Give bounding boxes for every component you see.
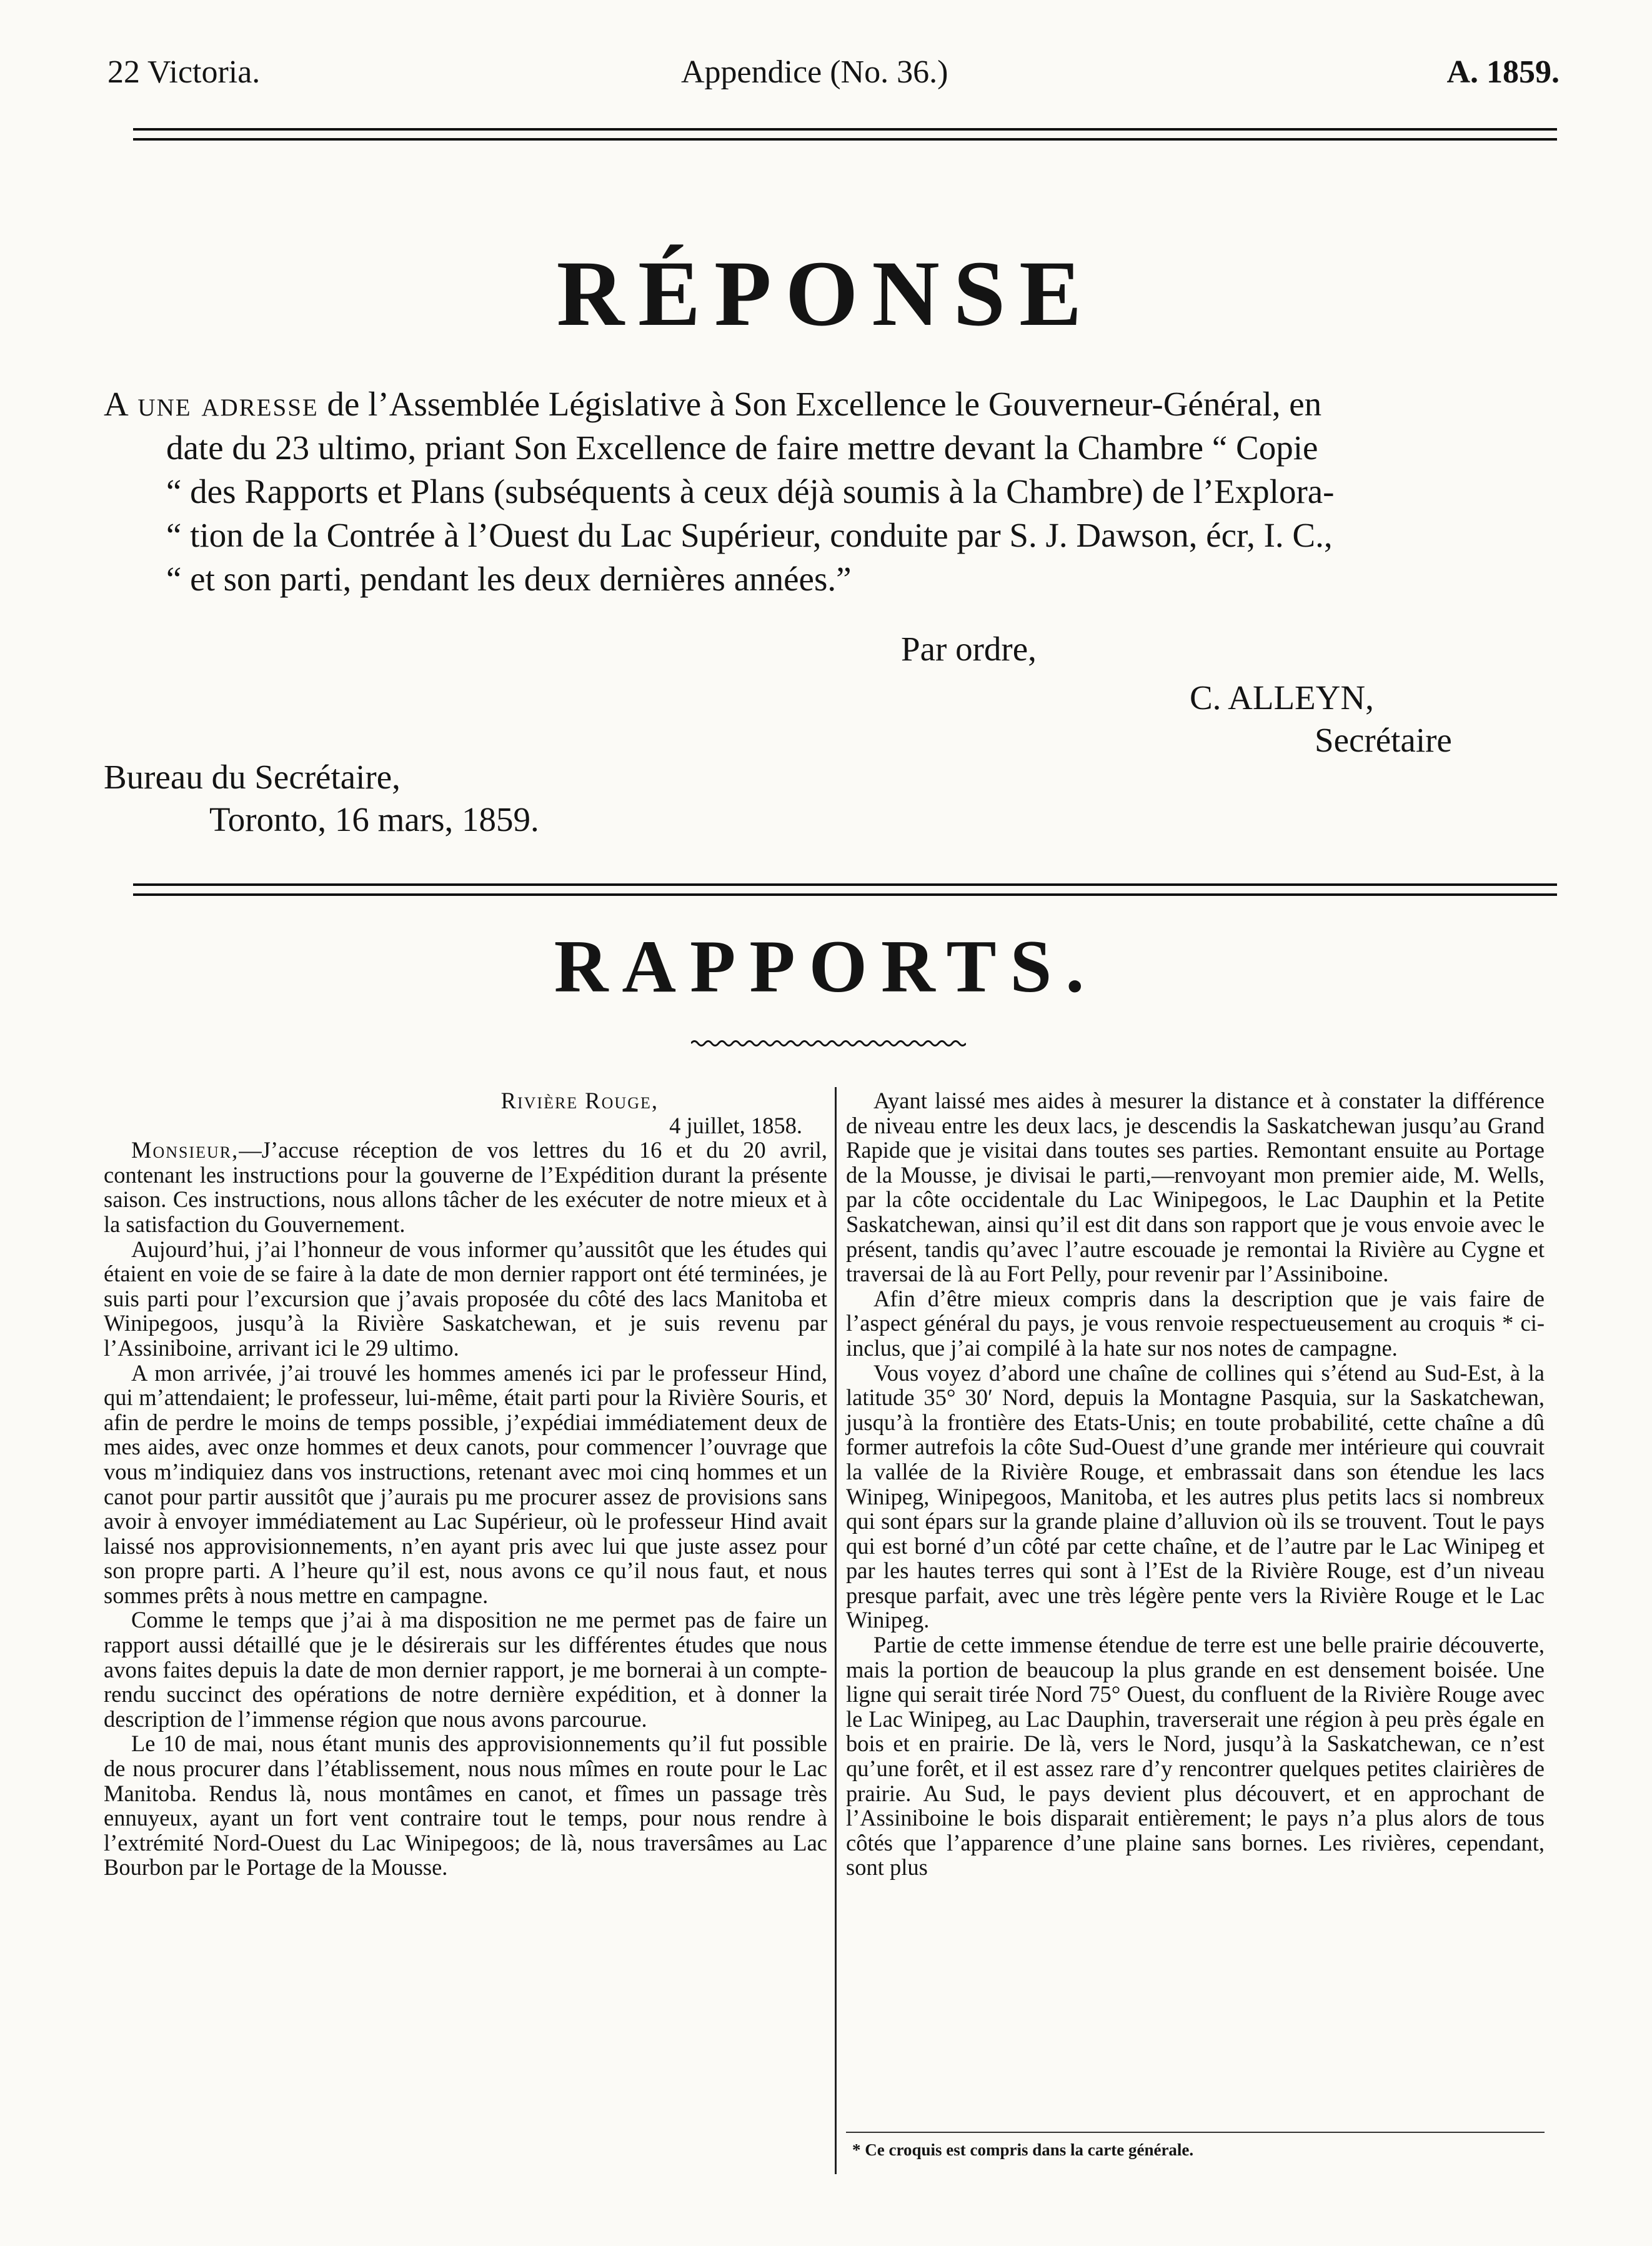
footnote-rule bbox=[846, 2132, 1545, 2133]
office-line: Bureau du Secrétaire, bbox=[104, 758, 401, 796]
by-order: Par ordre, bbox=[901, 630, 1037, 668]
signer-title: Secrétaire bbox=[1315, 721, 1452, 759]
paragraph: A mon arrivée, j’ai trouvé les hommes amenés ici par le professeur Hind, qui m’attendaient; le professeur, lui-même, était parti pour la Rivière Souris, et afin de perdre le moins de temps possible, j’expédiai immédiatement deux de mes aides, avec onze hommes et deux canots, pour commencer l’ouvrage que vous m’indiquiez dans vos instructions, retenant avec moi cinq hommes et un canot pour partir aussitôt que j’aurais pu me procurer assez de provisions sans avoir à envoyer immédiatement au Lac Supérieur, où le professeur Hind avait laissé nos approvisionnements, n’en ayant pris avec lui que juste assez pour son propre parti. A l’heure qu’il est, nous avons ce qu’il nous faut, et nous sommes prêts à nous mettre en campagne. bbox=[104, 1359, 827, 1608]
running-head bbox=[107, 54, 1560, 104]
running-head-session: 22 Victoria. bbox=[107, 54, 261, 90]
paragraph: Comme le temps que j’ai à ma disposition ne me permet pas de faire un rapport aussi détaillé que je le désirerais sur les différentes études que nous avons faites depuis la date de mon dernier rapport, je me bornerai à un compte-rendu succinct des opérations de notre dernière expédition, et à donner la description de l’immense région que nous avons parcourue. bbox=[104, 1607, 827, 1732]
paragraph: Partie de cette immense étendue de terre est une belle prairie découverte, mais la portion de beaucoup la plus grande en est densement boisée. Une ligne qui serait tirée Nord 75° Ouest, du confluent de la Rivière Rouge avec le Lac Winipeg, au Lac Dauphin, traverserait une région à peu près égale en bois et en prairie. De là, vers le Nord, jusqu’à la Saskatchewan, ce n’est qu’une forêt, et il est assez rare d’y rencontrer quelques petites clairières de prairie. Au Sud, le pays devient plus découvert, et en approchant de l’Assiniboine le bois disparait entièrement; le pays n’a plus alors de tous côtés que l’apparence d’une plaine sans bornes. Les rivières, cependant, sont plus bbox=[846, 1632, 1545, 1881]
left-column bbox=[104, 1088, 827, 1880]
column-divider bbox=[835, 1087, 837, 2174]
reponse-title: RÉPONSE bbox=[556, 242, 1096, 345]
paragraph: Le 10 de mai, nous étant munis des approvisionnements qu’il fut possible de nous procurer dans l’établissement, nous nous mîmes en route pour le Lac Manitoba. Rendus là, nous montâmes en canot, et fîmes un passage très ennuyeux, ayant un fort vent contraire tout le temps, pour nous rendre à l’extrémité Nord-Ouest du Lac Winipegoos; de là, nous traversâmes au Lac Bourbon par le Portage de la Mousse. bbox=[104, 1731, 827, 1881]
section-double-rule bbox=[133, 883, 1557, 896]
header-double-rule bbox=[133, 128, 1557, 141]
running-head-year: A. 1859. bbox=[1446, 54, 1560, 90]
signer-name: C. ALLEYN, bbox=[1190, 678, 1374, 717]
letter-salutation: Monsieur, bbox=[131, 1137, 239, 1163]
letter-dateline bbox=[104, 1088, 827, 1138]
answer-line-1: A une adresse de l’Assemblée Législative à Son Excellence le Gouverneur-Général, en bbox=[104, 385, 1322, 423]
answer-line-4: “ tion de la Contrée à l’Ouest du Lac Supérieur, conduite par S. J. Dawson, écr, I. C., bbox=[166, 516, 1333, 554]
answer-paragraph bbox=[104, 382, 1563, 601]
answer-line-3: “ des Rapports et Plans (subséquents à ceux déjà soumis à la Chambre) de l’Explora- bbox=[166, 472, 1335, 510]
rapports-title: RAPPORTS. bbox=[554, 925, 1098, 1008]
place-date-line: Toronto, 16 mars, 1859. bbox=[209, 800, 539, 838]
wavy-ornament bbox=[691, 1039, 966, 1048]
paragraph: Vous voyez d’abord une chaîne de collines qui s’étend au Sud-Est, à la latitude 35° 30′ Nord, depuis la Montagne Pasquia, sur la Saskatchewan, jusqu’à la frontière des Etats-Unis; en toute probabilité, cette chaîne a dû former autrefois la côte Sud-Ouest d’une grande mer intérieure qui couvrait la vallée de la Rivière Rouge, et embrassait dans son étendue les lacs Winipeg, Winipegoos, Manitoba, et les autres plus petits lacs si nombreux qui sont épars sur la grande plaine d’alluvion où ils se trouvent. Tout le pays qui est borné d’un côté par cette chaîne, et de l’autre par le Lac Winipeg et par les hautes terres qui sont à l’Est de la Rivière Rouge, est d’un niveau presque parfait, avec une très légère pente vers la Rivière Rouge et le Lac Winipeg. bbox=[846, 1359, 1545, 1633]
answer-line-5: “ et son parti, pendant les deux dernières années.” bbox=[166, 560, 852, 598]
paragraph: Afin d’être mieux compris dans la description que je vais faire de l’aspect général du pays, je vous renvoie respectueusement au croquis * ci-inclus, que j’ai compilé à la hate sur nos notes de campagne. bbox=[846, 1285, 1545, 1361]
letter-place: Rivière Rouge, bbox=[500, 1088, 659, 1113]
paragraph: Aujourd’hui, j’ai l’honneur de vous informer qu’aussitôt que les études qui étaient en voie de se faire à la date de mon dernier rapport ont été terminées, je suis parti pour l’excursion que j’avais proposée du côté des lacs Manitoba et Winipegoos, jusqu’à la Rivière Saskatchewan, et je suis revenu par l’Assiniboine, arrivant ici le 29 ultimo. bbox=[104, 1236, 827, 1361]
running-head-appendix: Appendice (No. 36.) bbox=[681, 54, 948, 90]
right-column bbox=[846, 1088, 1545, 1880]
paragraph: Monsieur,—J’accuse réception de vos lettres du 16 et du 20 avril, contenant les instructions pour la gouverne de l’Expédition durant la présente saison. Ces instructions, nous allons tâcher de les exécuter de notre mieux et à la satisfaction du Gouvernement. bbox=[104, 1137, 827, 1237]
letter-date: 4 juillet, 1858. bbox=[669, 1112, 802, 1138]
answer-line-2: date du 23 ultimo, priant Son Excellence de faire mettre devant la Chambre “ Copie bbox=[166, 429, 1318, 467]
paragraph: Ayant laissé mes aides à mesurer la distance et à constater la différence de niveau entre les deux lacs, je descendis la Saskatchewan jusqu’au Grand Rapide que je visitai dans toutes ses parties. Remontant ensuite au Portage de la Mousse, je divisai le parti,—renvoyant mon premier aide, M. Wells, par la côte occidentale du Lac Winipegoos, le Lac Dauphin et la Petite Saskatchewan, ainsi qu’il est dit dans son rapport que je vous envoie avec le présent, tandis qu’avec l’autre escouade je remontai la Rivière au Cygne et traversai de là au Fort Pelly, pour revenir par l’Assiniboine. bbox=[846, 1088, 1545, 1287]
answer-lead: A une adresse bbox=[104, 385, 319, 423]
footnote: * Ce croquis est compris dans la carte générale. bbox=[852, 2140, 1194, 2159]
